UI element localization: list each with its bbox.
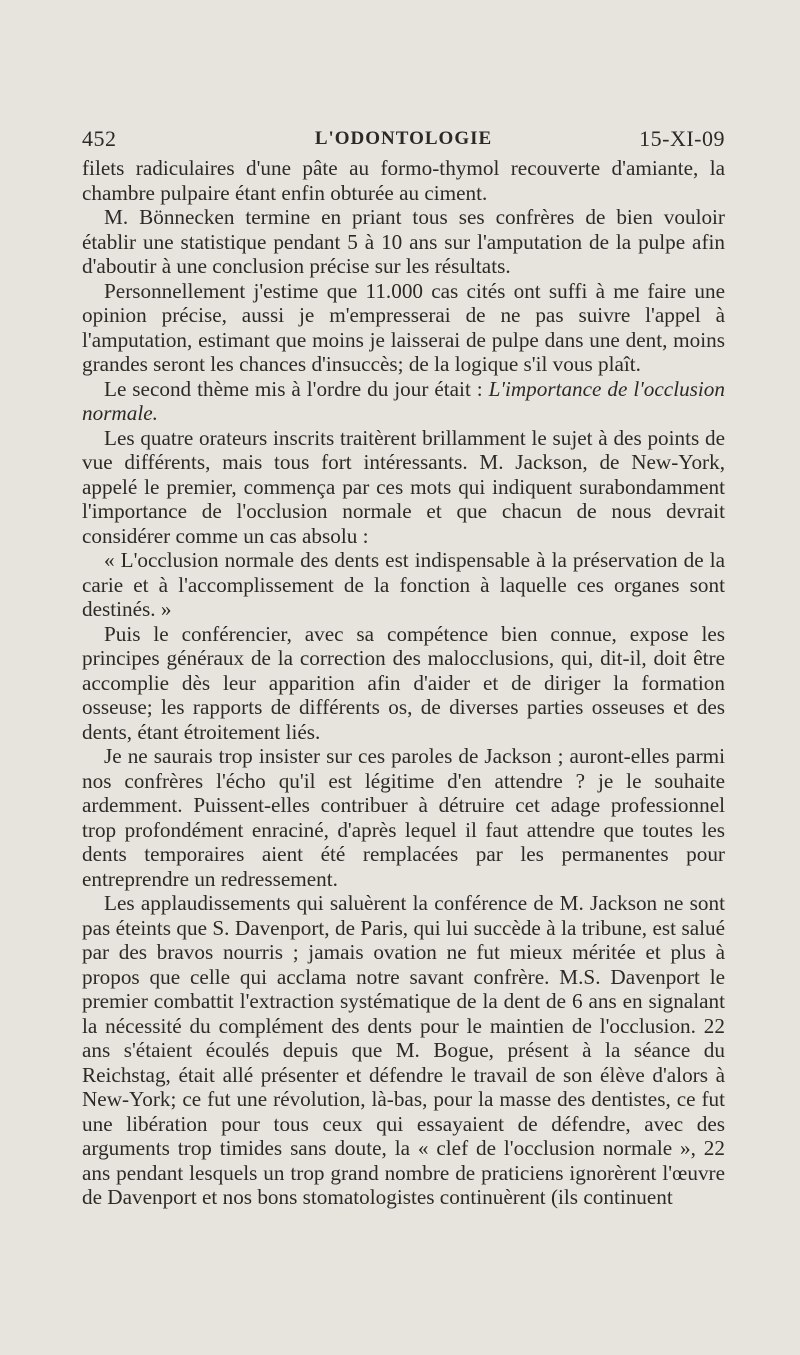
issue-date: 15-XI-09: [639, 126, 725, 151]
paragraph-jackson-words: Je ne saurais trop insister sur ces paroles de Jackson ; auront-elles parmi nos confrères l'écho qu'il est légitime d'en attendre ? je le souhaite ardemment. Puissent-elles contribuer à détruire cet adage professionnel trop profondément enraciné, d'après lequel il faut attendre que toutes les dents temporaires aient été remplacées par les permanentes pour entreprendre un redressement.: [82, 744, 725, 891]
theme-lead: Le second thème mis à l'ordre du jour était :: [104, 376, 489, 401]
paragraph-second-theme: [82, 377, 725, 426]
paragraph-quotation: « L'occlusion normale des dents est indispensable à la préservation de la carie et à l'accomplissement de la fonction à laquelle ces organes sont destinés. »: [82, 548, 725, 621]
paragraph-bonnecken: M. Bönnecken termine en priant tous ses confrères de bien vouloir établir une statistique pendant 5 à 10 ans sur l'amputation de la pulpe afin d'aboutir à une conclusion précise sur les résultats.: [82, 205, 725, 278]
body-text: [82, 156, 725, 1210]
running-header: [82, 126, 725, 152]
paragraph-davenport: Les applaudissements qui saluèrent la conférence de M. Jackson ne sont pas éteints que S. Davenport, de Paris, qui lui succède à la tribune, est salué par des bravos nourris ; jamais ovation ne fut mieux méritée et plus à propos que celle qui acclama notre savant confrère. M.S. Davenport le premier combattit l'extraction systématique de la dent de 6 ans en signalant la nécessité du complément des dents pour le maintien de l'occlusion. 22 ans s'étaient écoulés depuis que M. Bogue, présent à la séance du Reichstag, était allé présenter et défendre le travail de son élève d'alors à New-York; ce fut une révolution, là-bas, pour la masse des dentistes, ce fut une libération pour tous ceux qui essayaient de défendre, avec des arguments trop timides sans doute, la « clef de l'occlusion normale », 22 ans pendant lesquels un trop grand nombre de praticiens ignorèrent l'œuvre de Davenport et nos bons stomatologistes continuèrent (ils continuent: [82, 891, 725, 1209]
page-number: 452: [82, 126, 117, 151]
journal-title: L'ODONTOLOGIE: [314, 128, 493, 149]
paragraph-four-speakers: Les quatre orateurs inscrits traitèrent brillamment le sujet à des points de vue différents, mais tous fort intéressants. M. Jackson, de New-York, appelé le premier, commença par ces mots qui indiquent surabondamment l'importance de l'occlusion normale et que chacun de nous devrait considérer comme un cas absolu :: [82, 425, 725, 548]
theme-title: L'importance de l'occlusion normale.: [82, 376, 725, 425]
paragraph-lecturer: Puis le conférencier, avec sa compétence bien connue, expose les principes généraux de la correction des malocclusions, qui, dit-il, doit être accomplie dès leur apparition afin d'aider et de diriger la formation osseuse; les rapports de différents os, de diverses parties osseuses et des dents, étant étroitement liés.: [82, 621, 725, 744]
paragraph-continuation: filets radiculaires d'une pâte au formo-thymol recouverte d'amiante, la chambre pulpaire étant enfin obturée au ciment.: [82, 156, 725, 205]
paragraph-personal-opinion: Personnellement j'estime que 11.000 cas cités ont suffi à me faire une opinion précise, aussi je m'empresserai de ne pas suivre l'appel à l'amputation, estimant que moins je laisserai de pulpe dans une dent, moins grandes seront les chances d'insuccès; de la logique s'il vous plaît.: [82, 278, 725, 376]
